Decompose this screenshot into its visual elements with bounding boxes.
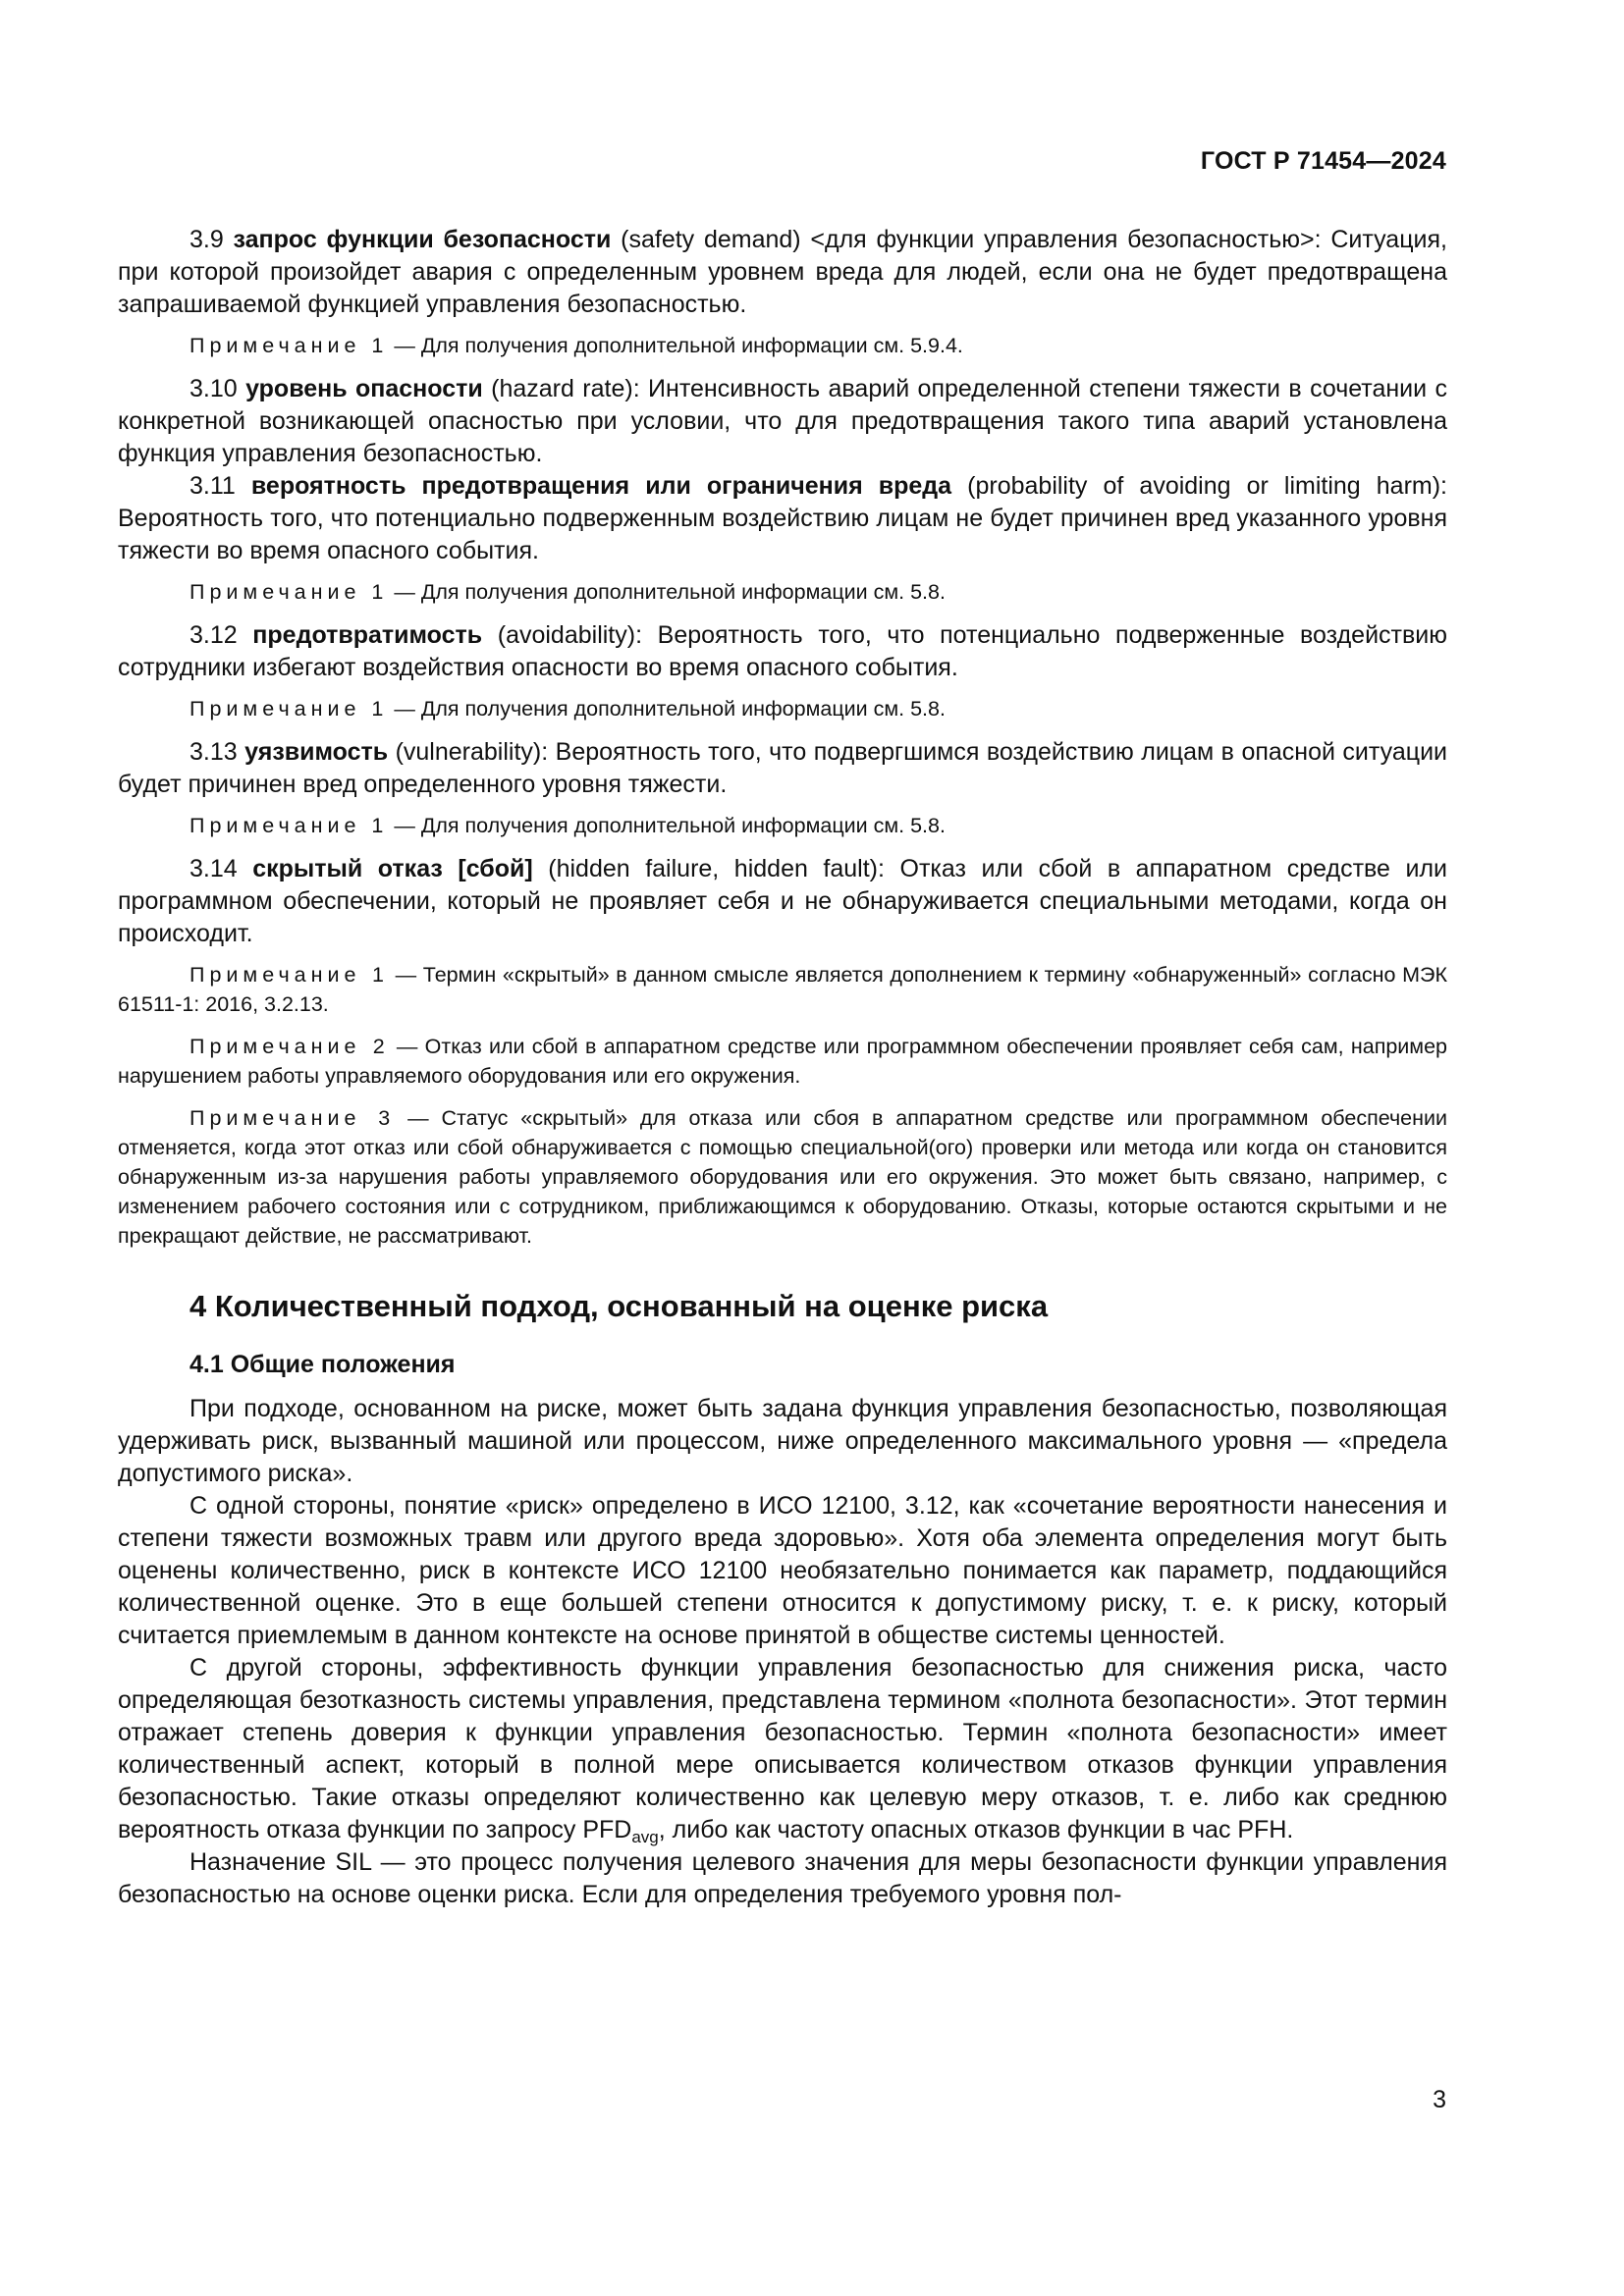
note: Примечание 1 — Для получения дополнительной информации см. 5.8. [189, 814, 946, 837]
paragraph: Назначение SIL — это процесс получения целевого значения для меры безопасности функции управления безопасностью на основе оценки риска. Если для определения требуемого уровня пол- [118, 1848, 1447, 1908]
paragraph: С одной стороны, понятие «риск» определено в ИСО 12100, 3.12, как «сочетание вероятности нанесения и степени тяжести возможных травм или другого вреда здоровью». Хотя оба элемента определения могут быть оценены количественно, риск в контексте ИСО 12100 необязательно понимается как параметр, поддающийся количественной оценке. Это в еще большей степени относится к допустимому риску, т. е. к риску, который считается приемлемым в данном контексте на основе принятой в обществе системы ценностей. [118, 1492, 1447, 1649]
term-title: уровень опасности [245, 375, 483, 402]
term-title: уязвимость [244, 738, 389, 766]
subsection-heading: 4.1 Общие положения [189, 1351, 456, 1378]
term-3-14: 3.14 скрытый отказ [сбой] (hidden failure, hidden fault): Отказ или сбой в аппаратном средстве или программном обеспечении, который не проявляет себя и не обнаруживается специальными методами, когда он происходит. [118, 855, 1447, 947]
term-3-10: 3.10 уровень опасности (hazard rate): Интенсивность аварий определенной степени тяжести в сочетании с конкретной возникающей опасностью при условии, что для предотвращения такого типа аварий установлена функция управления безопасностью. [118, 375, 1448, 467]
page-content [118, 224, 1447, 1911]
note: Примечание 1 — Термин «скрытый» в данном смысле является дополнением к термину «обнаруженный» согласно МЭК 61511-1: 2016, 3.2.13. [118, 963, 1448, 1016]
term-3-9: 3.9 запрос функции безопасности (safety demand) <для функции управления безопасностью>: Ситуация, при которой произойдет авария с определенным уровнем вреда для людей, если она не будет предотвращена запрашиваемой функцией управления безопасностью. [118, 226, 1447, 318]
note: Примечание 1 — Для получения дополнительной информации см. 5.9.4. [189, 334, 963, 357]
term-title: предотвратимость [252, 621, 483, 649]
note: Примечание 1 — Для получения дополнительной информации см. 5.8. [189, 580, 946, 604]
paragraph: При подходе, основанном на риске, может быть задана функция управления безопасностью, позволяющая удерживать риск, вызванный машиной или процессом, ниже определенного максимального уровня — «предела допустимого риска». [118, 1395, 1447, 1487]
paragraph: С другой стороны, эффективность функции управления безопасностью для снижения риска, часто определяющая безотказность системы управления, представлена термином «полнота безопасности». Этот термин отражает степень доверия к функции управления безопасностью. Термин «полнота безопасности» имеет количественный аспект, который в полной мере описывается количеством отказов функции управления безопасностью. Такие отказы определяют количественно как целевую меру отказов, т. е. либо как среднюю вероятность отказа функции по запросу $PFD_{avg}$, либо как частоту опасных отказов функции в час PFH. [118, 1654, 1447, 1846]
term-title: вероятность предотвращения или ограничения вреда [250, 472, 952, 500]
note: Примечание 2 — Отказ или сбой в аппаратном средстве или программном обеспечении проявляет себя сам, например нарушением работы управляемого оборудования или его окружения. [118, 1035, 1448, 1088]
note: Примечание 1 — Для получения дополнительной информации см. 5.8. [189, 697, 946, 721]
note: Примечание 3 — Статус «скрытый» для отказа или сбоя в аппаратном средстве или программном обеспечении отменяется, когда этот отказ или сбой обнаруживается с помощью специальной(ого) проверки или метода или когда он становится обнаруженным из-за нарушения работы управляемого оборудования или его окружения. Это может быть связано, например, с изменением рабочего состояния или с сотрудником, приближающимся к оборудованию. Отказы, которые остаются скрытыми и не прекращают действие, не рассматривают. [118, 1106, 1448, 1248]
term-title: запрос функции безопасности [233, 226, 612, 253]
section-heading: 4 Количественный подход, основанный на оценке риска [189, 1289, 1049, 1323]
document-header: ГОСТ Р 71454—2024 [1200, 147, 1446, 175]
term-3-11: 3.11 вероятность предотвращения или ограничения вреда (probability of avoiding or limiting harm): Вероятность того, что потенциально подверженным воздействию лицам не будет причинен вред указанного уровня тяжести во время опасного события. [118, 472, 1447, 564]
term-title: скрытый отказ [сбой] [252, 855, 533, 882]
page-number: 3 [1433, 2086, 1446, 2113]
term-3-13: 3.13 уязвимость (vulnerability): Вероятность того, что подвергшимся воздействию лицам в опасной ситуации будет причинен вред определенного уровня тяжести. [118, 738, 1447, 798]
term-3-12: 3.12 предотвратимость (avoidability): Вероятность того, что потенциально подверженные воздействию сотрудники избегают воздействия опасности во время опасного события. [118, 621, 1447, 681]
